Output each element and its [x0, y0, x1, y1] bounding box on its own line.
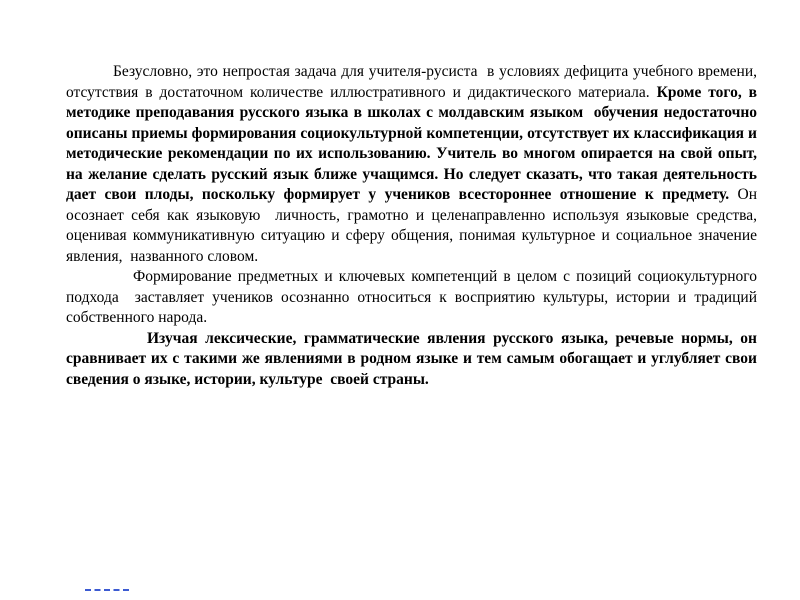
- text-run: Безусловно, это непростая задача для учителя-русиста в условиях дефицита учебного времени, отсутствия в достаточном количестве иллюстративного и дидактического материала.: [66, 63, 757, 101]
- paragraph-1: [66, 62, 757, 267]
- text-run: Кроме того, в методике преподавания русского языка в школах с молдавским языком обучения недостаточно описаны приемы формирования социокультурной компетенции, отсутствует их классификация и методические рекомендации по их использованию. Учитель во многом опирается на свой опыт, на желание сделать русский язык ближе учащимся. Но следует сказать, что такая деятельность дает свои плоды, поскольку формирует у учеников всестороннее отношение к предмету.: [66, 83, 757, 203]
- decorative-dashes-mark: [85, 589, 129, 591]
- text-run: Он осознает себя как языковую личность, грамотно и целенаправленно используя языковые средства, оценивая коммуникативную ситуацию и сферу общения, понимая культурное и социальное значение явления, названного словом.: [66, 186, 757, 265]
- document-text: [66, 62, 757, 390]
- text-run: Изучая лексические, грамматические явления русского языка, речевые нормы, он сравнивает их с такими же явлениями в родном языке и тем самым обогащает и углубляет свои сведения о языке, истории, культуре своей страны.: [66, 329, 757, 388]
- text-run: Формирование предметных и ключевых компетенций в целом с позиций социокультурного подхода заставляет учеников осознанно относиться к восприятию культуры, истории и традиций собственного народа.: [66, 268, 757, 326]
- paragraph-2: [66, 267, 757, 329]
- paragraph-3: [66, 329, 757, 391]
